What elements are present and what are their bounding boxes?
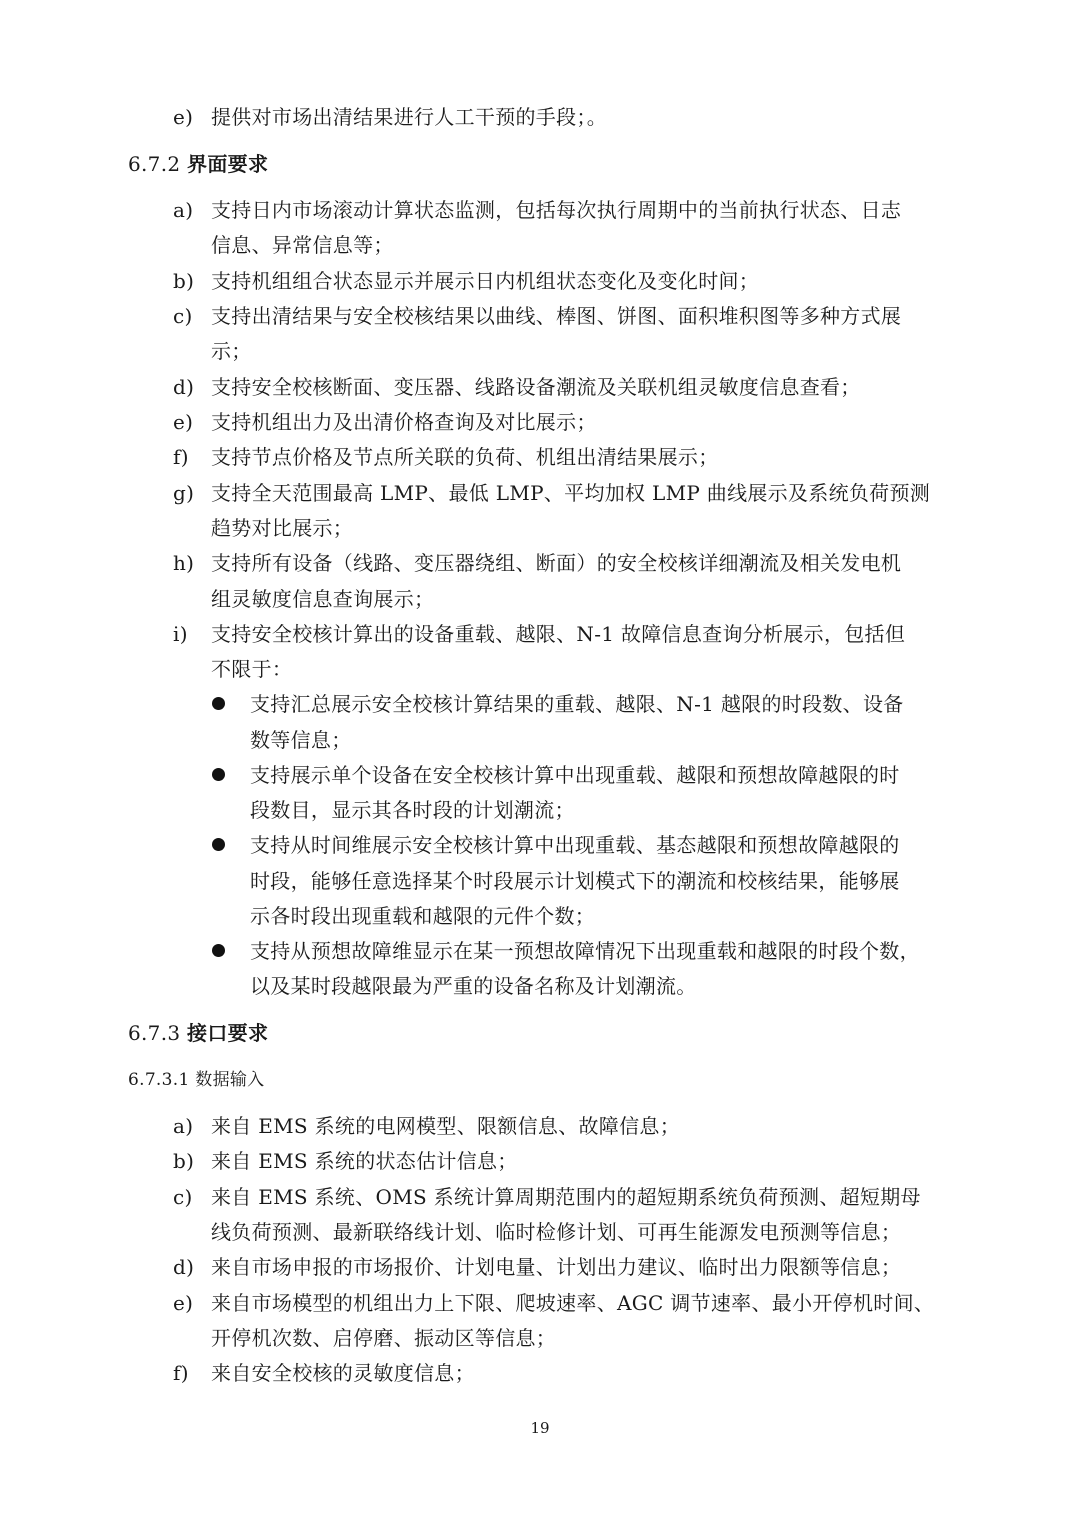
list-marker: f) [173, 1361, 189, 1385]
list-item-text-cont: 示； [211, 339, 252, 363]
list-item-text: 支持日内市场滚动计算状态监测，包括每次执行周期中的当前执行状态、日志 [211, 198, 902, 222]
list-marker: a) [173, 1114, 194, 1138]
list-marker: e) [173, 1291, 194, 1315]
list-marker: f) [173, 445, 189, 469]
list-item-text-cont: 趋势对比展示； [211, 516, 354, 540]
list-item-text: 来自 EMS 系统的状态估计信息； [211, 1149, 518, 1173]
list-item-text: 支持节点价格及节点所关联的负荷、机组出清结果展示； [211, 445, 719, 469]
bullet-text-cont: 段数目，显示其各时段的计划潮流； [250, 798, 575, 822]
list-item-text: 支持安全校核断面、变压器、线路设备潮流及关联机组灵敏度信息查看； [211, 375, 861, 399]
bullet-text: 支持展示单个设备在安全校核计算中出现重载、越限和预想故障越限的时 [250, 763, 900, 787]
bullet-dot [212, 944, 225, 957]
list-marker: b) [173, 1149, 195, 1173]
list-item-text-cont: 不限于： [211, 657, 293, 681]
section-title: 界面要求 [187, 152, 269, 176]
list-marker: a) [173, 198, 194, 222]
section-number: 6.7.2 [128, 152, 188, 176]
list-item-text: 来自 EMS 系统的电网模型、限额信息、故障信息； [211, 1114, 680, 1138]
list-item-text: 来自安全校核的灵敏度信息； [211, 1361, 475, 1385]
list-item-text: 支持机组组合状态显示并展示日内机组状态变化及变化时间； [211, 269, 760, 293]
list-marker: g) [173, 481, 195, 505]
list-item-text-cont: 开停机次数、启停磨、振动区等信息； [211, 1326, 557, 1350]
list-item-text-cont: 信息、异常信息等； [211, 233, 394, 257]
list-item-text: 支持所有设备（线路、变压器绕组、断面）的安全校核详细潮流及相关发电机 [211, 551, 902, 575]
list-item-text: 来自市场申报的市场报价、计划电量、计划出力建议、临时出力限额等信息； [211, 1255, 902, 1279]
bullet-dot [212, 768, 225, 781]
subsection-number: 6.7.3.1 [128, 1070, 196, 1090]
list-item-text-cont: 线负荷预测、最新联络线计划、临时检修计划、可再生能源发电预测等信息； [211, 1220, 902, 1244]
list-marker: b) [173, 269, 195, 293]
list-marker: h) [173, 551, 195, 575]
bullet-text: 支持从时间维展示安全校核计算中出现重载、基态越限和预想故障越限的 [250, 833, 900, 857]
section-heading-6-7-2 [128, 151, 268, 177]
bullet-text: 支持从预想故障维显示在某一预想故障情况下出现重载和越限的时段个数， [250, 939, 920, 963]
list-item-text: 支持机组出力及出清价格查询及对比展示； [211, 410, 597, 434]
list-marker: d) [173, 1255, 195, 1279]
page-number: 19 [530, 1419, 550, 1437]
list-marker: d) [173, 375, 195, 399]
bullet-text-cont: 数等信息； [250, 728, 352, 752]
subsection-heading-6-7-3-1 [128, 1067, 264, 1093]
list-marker: i) [173, 622, 188, 646]
list-item-text: 提供对市场出清结果进行人工干预的手段；。 [211, 105, 607, 129]
section-title: 接口要求 [187, 1021, 269, 1045]
section-heading-6-7-3 [128, 1020, 268, 1046]
list-item-text: 支持出清结果与安全校核结果以曲线、棒图、饼图、面积堆积图等多种方式展 [211, 304, 902, 328]
bullet-text-cont: 时段，能够任意选择某个时段展示计划模式下的潮流和校核结果，能够展 [250, 869, 900, 893]
list-marker: c) [173, 304, 193, 328]
bullet-text-cont: 以及某时段越限最为严重的设备名称及计划潮流。 [250, 974, 697, 998]
list-item-text-cont: 组灵敏度信息查询展示； [211, 587, 435, 611]
list-item-text: 来自市场模型的机组出力上下限、爬坡速率、AGC 调节速率、最小开停机时间、 [211, 1291, 935, 1315]
list-item-text: 来自 EMS 系统、OMS 系统计算周期范围内的超短期系统负荷预测、超短期母 [211, 1185, 921, 1209]
section-number: 6.7.3 [128, 1021, 188, 1045]
bullet-dot [212, 838, 225, 851]
list-marker: e) [173, 410, 194, 434]
list-item-text: 支持安全校核计算出的设备重载、越限、N-1 故障信息查询分析展示，包括但 [211, 622, 906, 646]
subsection-title: 数据输入 [195, 1070, 265, 1090]
list-marker: c) [173, 1185, 193, 1209]
list-marker: e) [173, 105, 194, 129]
bullet-text: 支持汇总展示安全校核计算结果的重载、越限、N-1 越限的时段数、设备 [250, 692, 904, 716]
list-item-text: 支持全天范围最高 LMP、最低 LMP、平均加权 LMP 曲线展示及系统负荷预测 [211, 481, 931, 505]
bullet-dot [212, 697, 225, 710]
bullet-text-cont: 示各时段出现重载和越限的元件个数； [250, 904, 596, 928]
